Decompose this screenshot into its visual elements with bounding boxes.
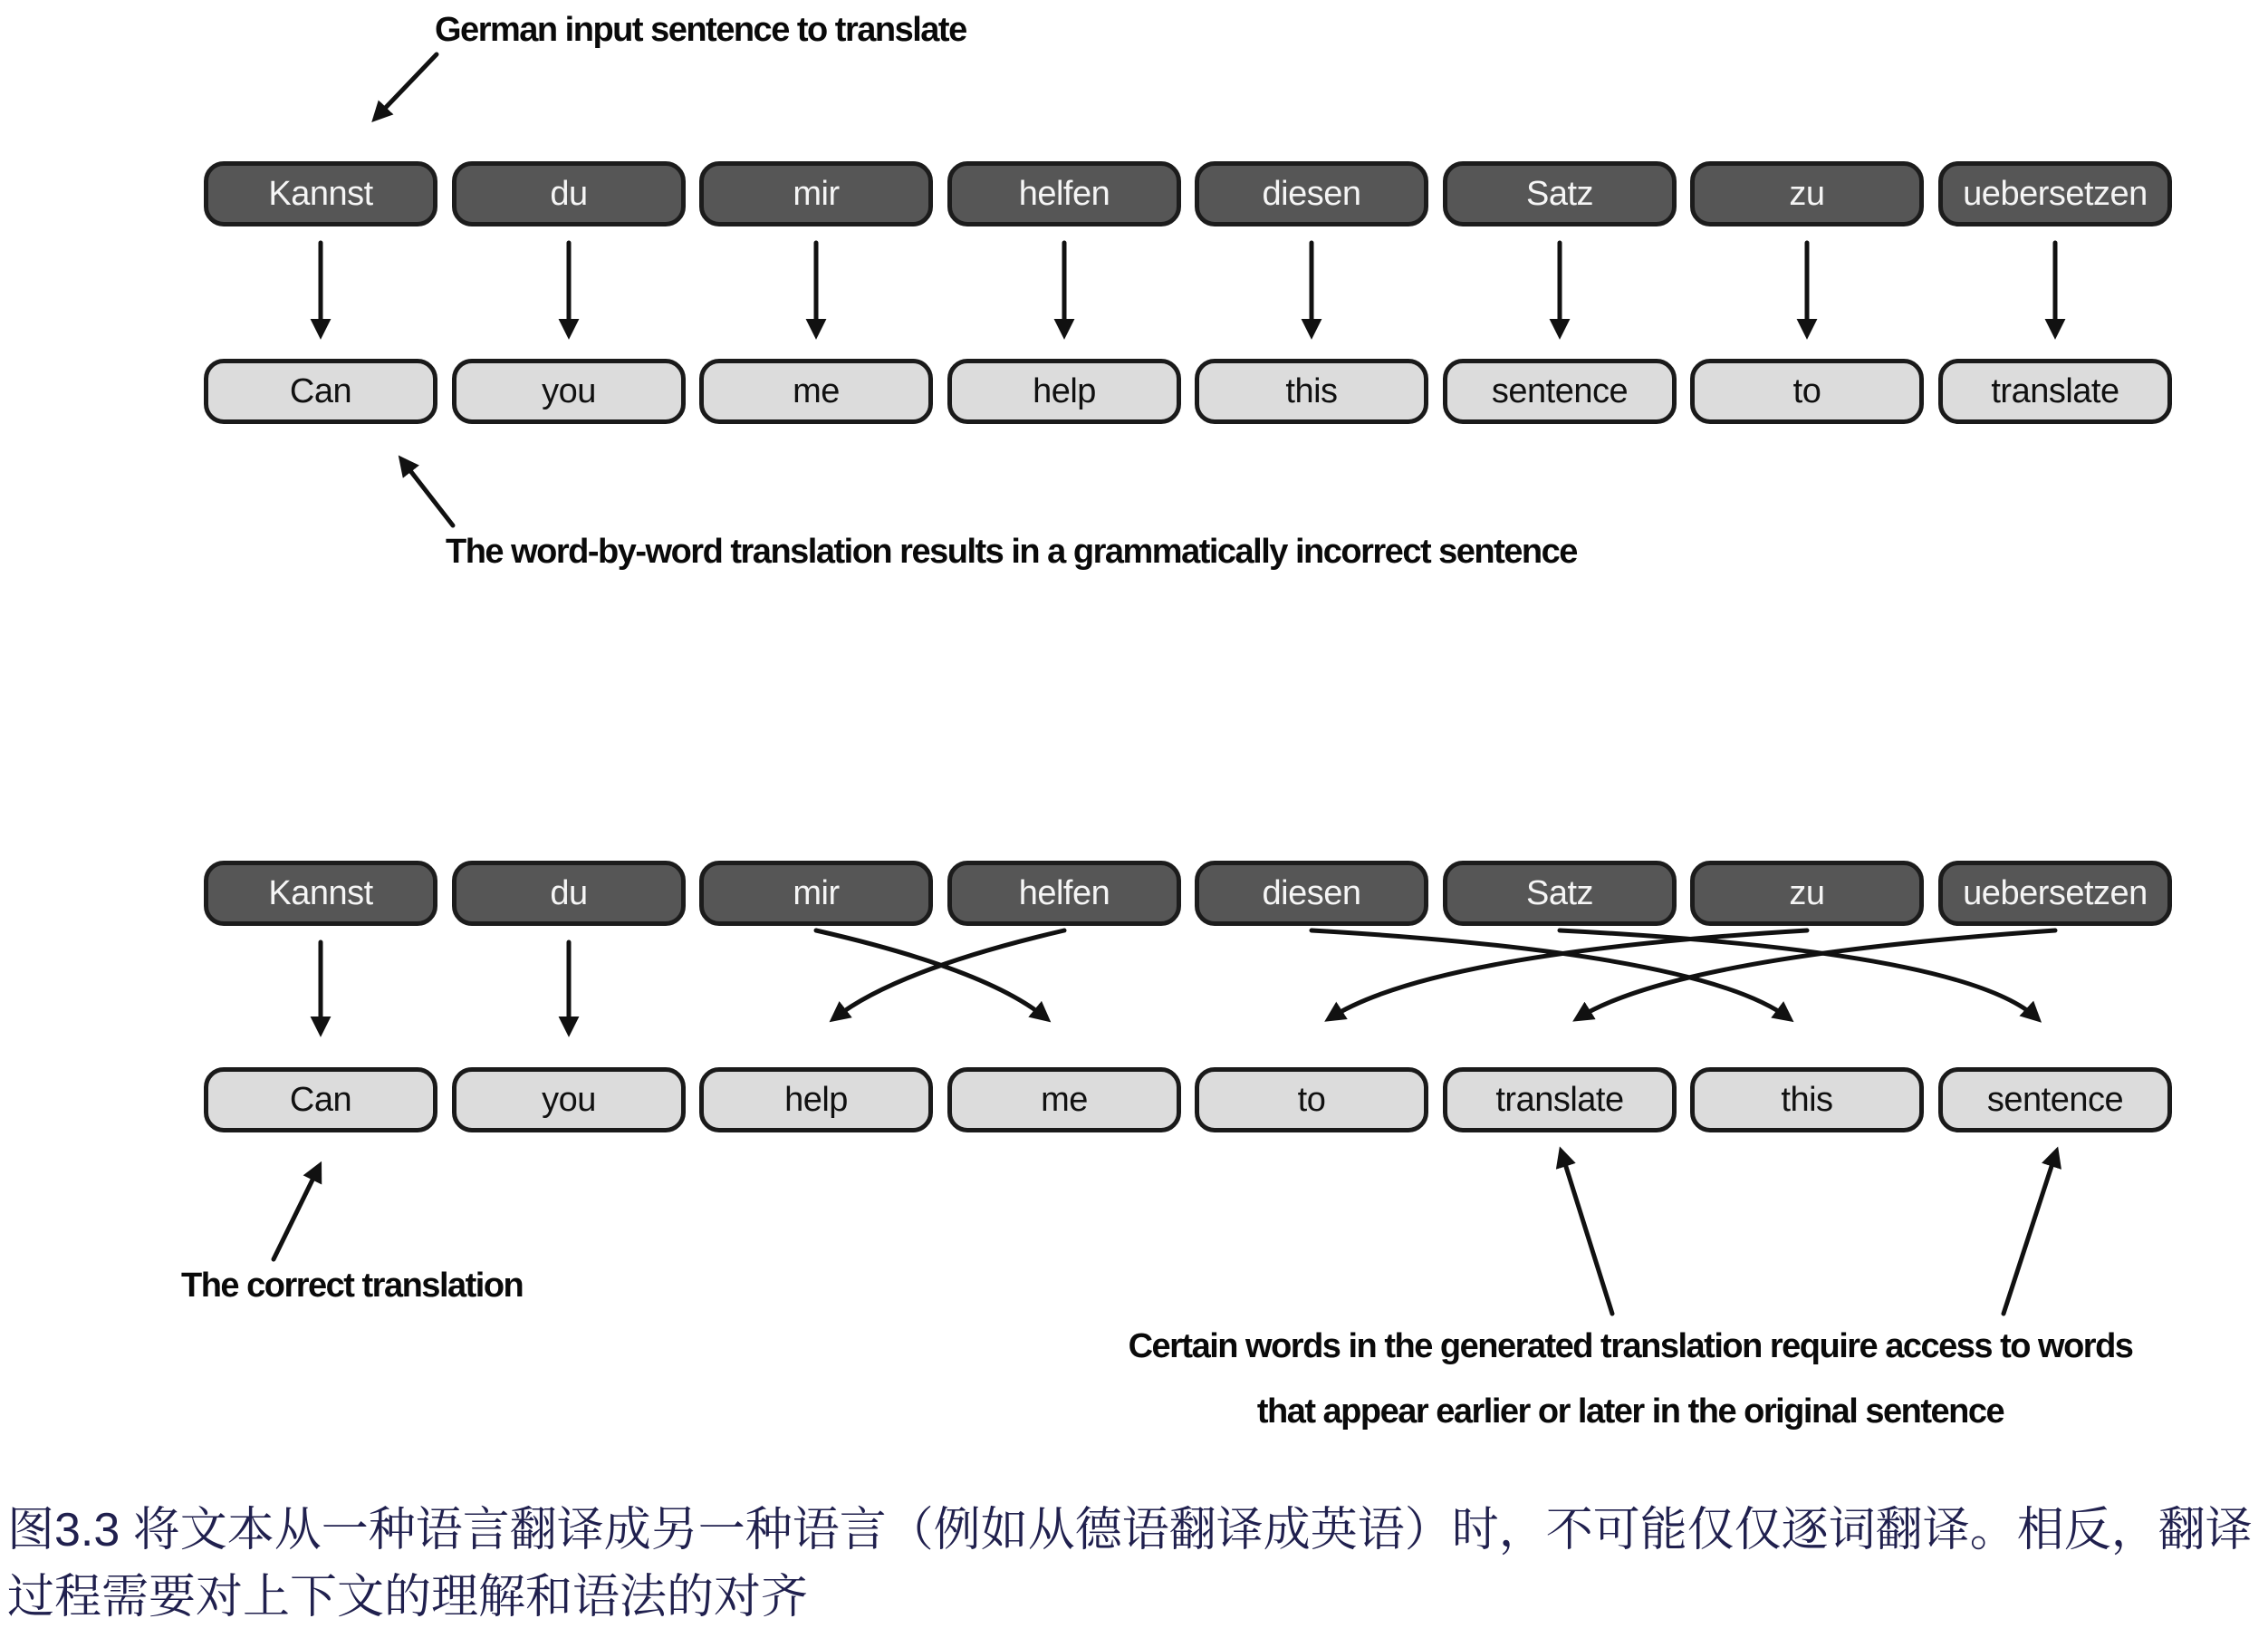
word-box-kannst: Kannst bbox=[204, 161, 437, 226]
annotation-german-input: German input sentence to translate bbox=[435, 11, 966, 49]
word-box-helfen: helfen bbox=[947, 161, 1181, 226]
word-box-translate: translate bbox=[1443, 1067, 1677, 1132]
word-box-helfen: helfen bbox=[947, 861, 1181, 926]
word-box-satz: Satz bbox=[1443, 161, 1677, 226]
word-box-me: me bbox=[699, 359, 933, 424]
annotation-word-by-word: The word-by-word translation results in a grammatically incorrect sentence bbox=[446, 533, 1577, 571]
word-box-translate: translate bbox=[1938, 359, 2172, 424]
arrow-annotation-attention-left bbox=[1562, 1152, 1612, 1314]
word-box-can: Can bbox=[204, 359, 437, 424]
word-box-zu: zu bbox=[1690, 861, 1924, 926]
word-box-to: to bbox=[1195, 1067, 1428, 1132]
word-box-you: you bbox=[452, 359, 686, 424]
arrow-annotation-german-input bbox=[376, 54, 437, 118]
word-box-diesen: diesen bbox=[1195, 161, 1428, 226]
arrow-annotation-attention-right bbox=[2004, 1152, 2056, 1314]
annotation-correct-translation: The correct translation bbox=[181, 1267, 524, 1305]
annotation-attention-note-line1: Certain words in the generated translation require access to words bbox=[1128, 1327, 2133, 1365]
word-box-sentence: sentence bbox=[1938, 1067, 2172, 1132]
word-box-mir: mir bbox=[699, 161, 933, 226]
word-box-zu: zu bbox=[1690, 161, 1924, 226]
word-box-uebersetzen: uebersetzen bbox=[1938, 861, 2172, 926]
word-box-du: du bbox=[452, 161, 686, 226]
word-box-satz: Satz bbox=[1443, 861, 1677, 926]
word-box-diesen: diesen bbox=[1195, 861, 1428, 926]
word-box-me: me bbox=[947, 1067, 1181, 1132]
word-box-uebersetzen: uebersetzen bbox=[1938, 161, 2172, 226]
caption-line1: 图3.3 将文本从一种语言翻译成另一种语言（例如从德语翻译成英语）时，不可能仅仅逐词翻译。相反，翻译 bbox=[7, 1504, 2253, 1556]
annotation-attention-note bbox=[1033, 1314, 2228, 1444]
word-box-this: this bbox=[1195, 359, 1428, 424]
word-box-this: this bbox=[1690, 1067, 1924, 1132]
word-box-help: help bbox=[947, 359, 1181, 424]
word-box-can: Can bbox=[204, 1067, 437, 1132]
word-box-help: help bbox=[699, 1067, 933, 1132]
word-box-sentence: sentence bbox=[1443, 359, 1677, 424]
word-box-you: you bbox=[452, 1067, 686, 1132]
caption-line2: 过程需要对上下文的理解和语法的对齐 bbox=[7, 1571, 809, 1624]
figure-caption bbox=[7, 1497, 2264, 1631]
word-box-kannst: Kannst bbox=[204, 861, 437, 926]
annotation-attention-note-line2: that appear earlier or later in the original sentence bbox=[1256, 1392, 2004, 1431]
word-box-mir: mir bbox=[699, 861, 933, 926]
arrow-annotation-word-by-word bbox=[402, 460, 453, 525]
word-box-to: to bbox=[1690, 359, 1924, 424]
arrow-annotation-correct-translation bbox=[274, 1167, 319, 1259]
word-box-du: du bbox=[452, 861, 686, 926]
